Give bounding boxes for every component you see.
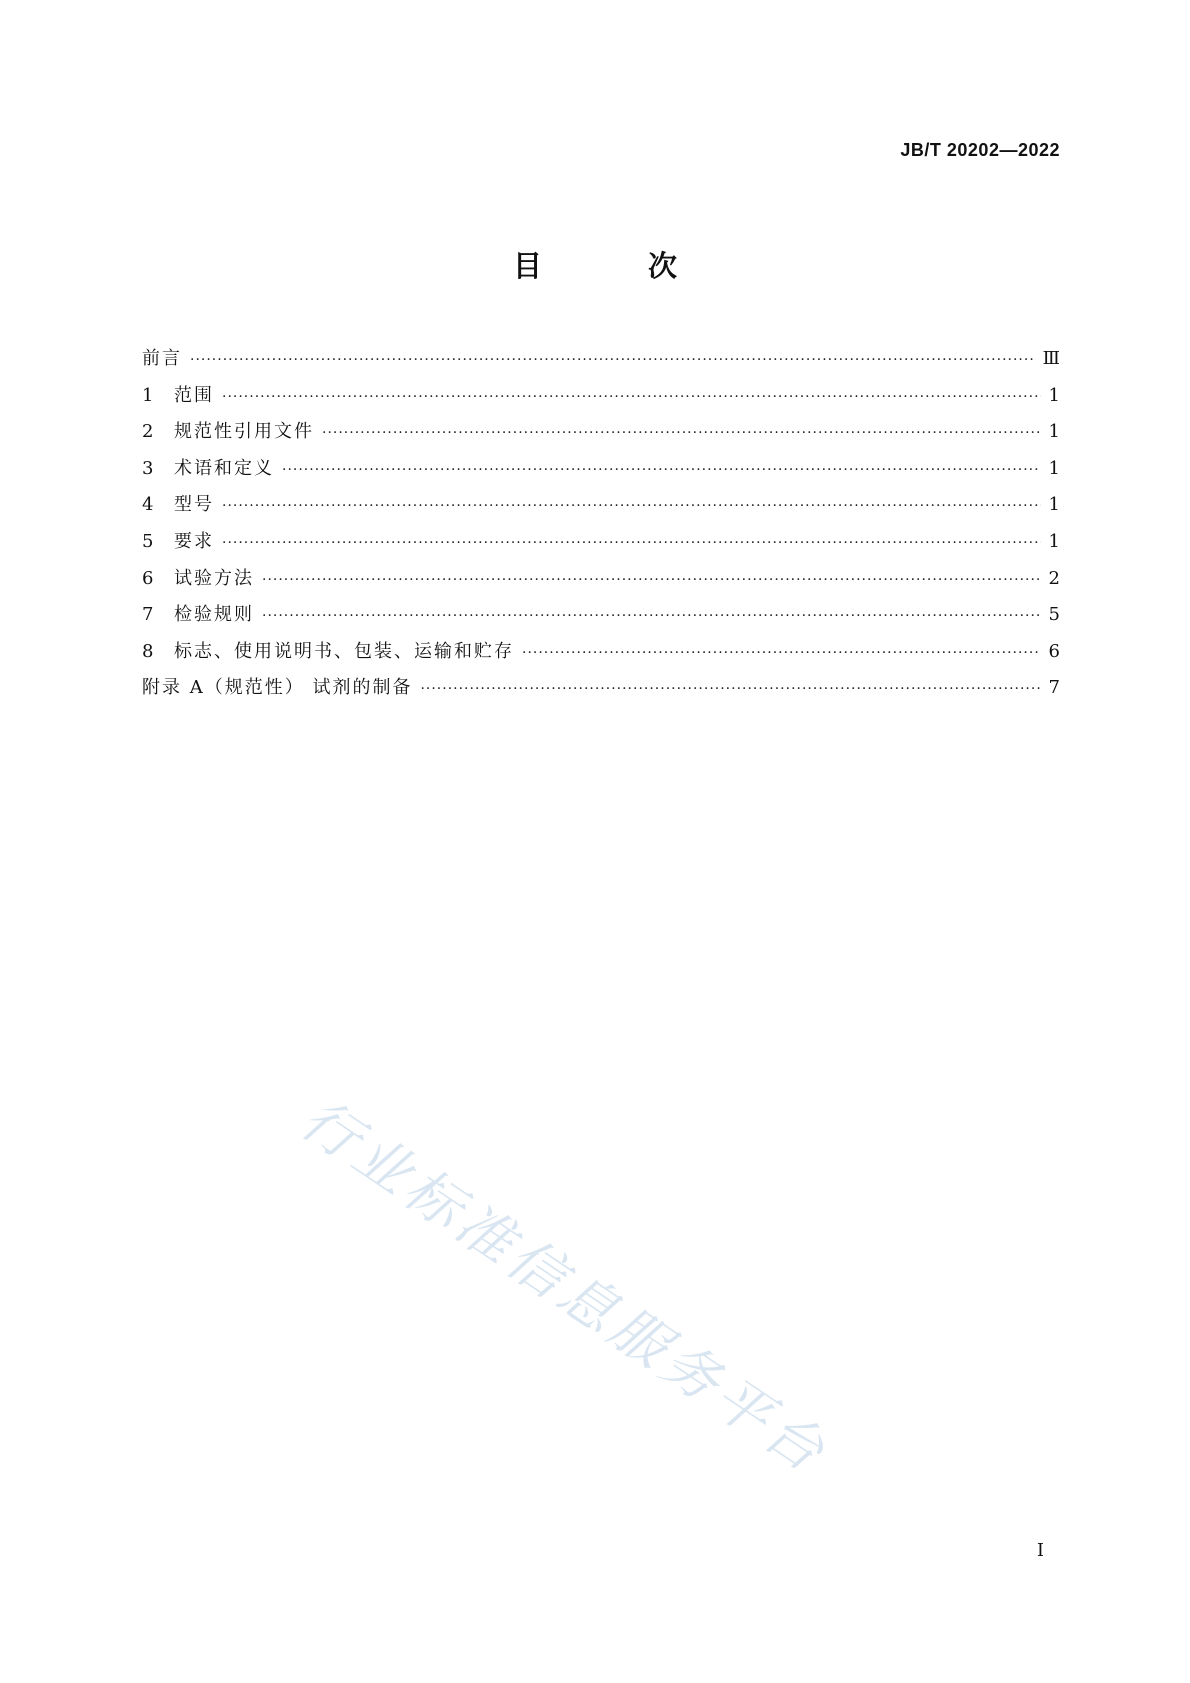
toc-entry-page: 6 (1048, 640, 1060, 662)
toc-entry-leader (222, 498, 1041, 514)
toc-entry-model[interactable] (142, 490, 1060, 527)
toc-entry-label: 标志、使用说明书、包装、运输和贮存 (174, 640, 514, 662)
toc-entry-leader (420, 681, 1040, 697)
toc-entry-number: 3 (142, 457, 154, 479)
toc-entry-leader (190, 352, 1035, 368)
toc-entry-normative-references[interactable] (142, 417, 1060, 454)
toc-entry-number: 2 (142, 421, 154, 443)
watermark: 行业标准信息服务平台 (289, 1086, 840, 1488)
toc-entry-terms-definitions[interactable] (142, 454, 1060, 491)
toc-entry-number: 5 (142, 530, 154, 552)
toc-entry-page: Ⅲ (1042, 348, 1060, 369)
toc-entry-leader (262, 572, 1041, 588)
page-number: Ⅰ (1036, 1540, 1044, 1561)
toc-entry-inspection-rules[interactable] (142, 600, 1060, 637)
toc-entry-leader (522, 645, 1041, 661)
toc-entry-page: 2 (1048, 567, 1060, 589)
toc-entry-page: 1 (1048, 494, 1060, 516)
toc-entry-label: 规范性引用文件 (174, 421, 314, 443)
toc-entry-label: 试验方法 (174, 567, 254, 589)
toc-entry-scope[interactable] (142, 381, 1060, 418)
toc-entry-number: 6 (142, 567, 154, 589)
toc-entry-leader (262, 608, 1041, 624)
toc-entry-label: 型号 (174, 494, 214, 516)
toc-entry-page: 1 (1048, 384, 1060, 406)
toc-entry-number: 7 (142, 604, 154, 626)
toc-title: 目 次 (512, 249, 726, 283)
toc-entry-foreword[interactable] (142, 344, 1060, 381)
toc-entry-appendix-a[interactable] (142, 673, 1060, 710)
toc-entry-page: 5 (1048, 604, 1060, 626)
toc-entry-number: 1 (142, 384, 154, 406)
table-of-contents (142, 344, 1060, 710)
toc-entry-requirements[interactable] (142, 527, 1060, 564)
toc-entry-marking-packaging[interactable] (142, 637, 1060, 674)
toc-entry-leader (322, 425, 1041, 441)
toc-entry-leader (222, 535, 1041, 551)
toc-entry-label: 术语和定义 (174, 457, 274, 479)
toc-entry-label: 范围 (174, 384, 214, 406)
toc-entry-label: 附录 A（规范性） 试剂的制备 (142, 677, 413, 699)
toc-entry-page: 7 (1048, 677, 1060, 699)
toc-entry-number: 8 (142, 640, 154, 662)
toc-entry-leader (222, 389, 1041, 405)
toc-entry-leader (282, 462, 1041, 478)
toc-entry-page: 1 (1048, 457, 1060, 479)
toc-entry-label: 前言 (142, 348, 182, 369)
toc-entry-test-methods[interactable] (142, 564, 1060, 601)
toc-entry-number: 4 (142, 494, 154, 516)
toc-entry-page: 1 (1048, 421, 1060, 443)
toc-entry-label: 检验规则 (174, 604, 254, 626)
toc-entry-page: 1 (1048, 530, 1060, 552)
standard-code: JB/T 20202—2022 (900, 140, 1060, 160)
toc-entry-label: 要求 (174, 530, 214, 552)
